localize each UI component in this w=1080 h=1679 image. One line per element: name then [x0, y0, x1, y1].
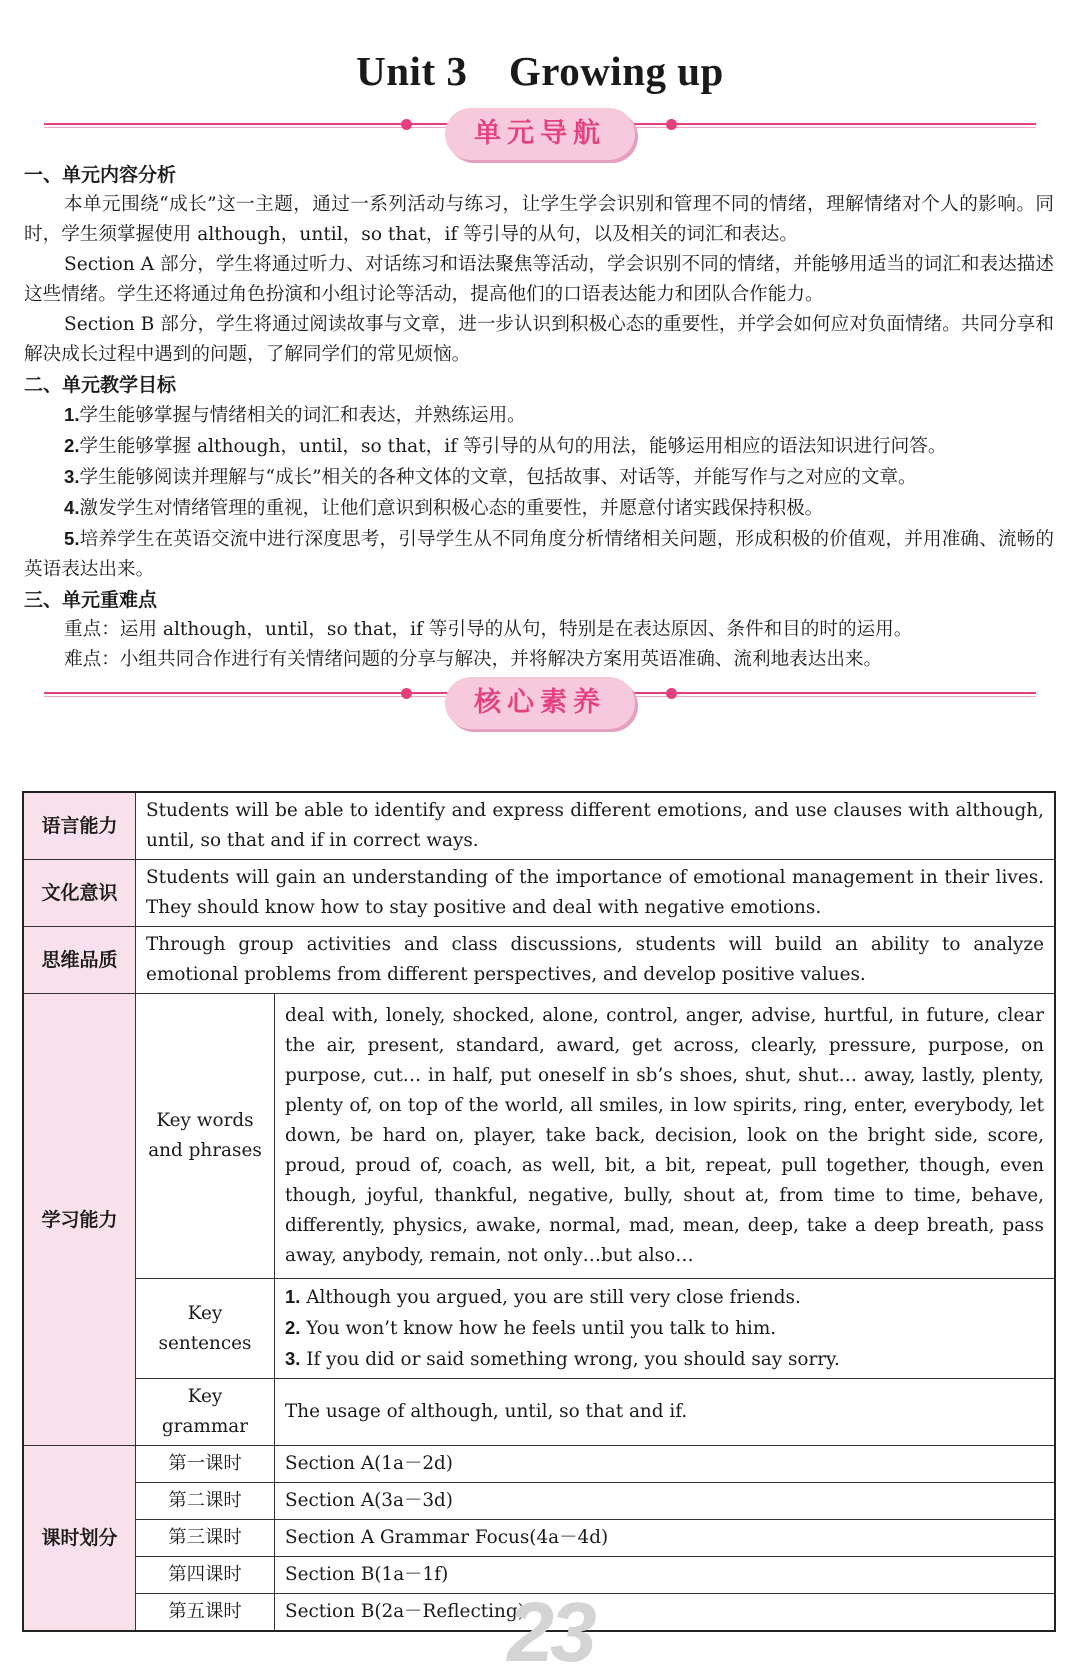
unit-overview	[24, 160, 1054, 675]
key-grammar-label: Key grammar	[136, 1379, 275, 1446]
category-schedule: 课时划分	[23, 1446, 136, 1632]
category-learning: 学习能力	[23, 994, 136, 1446]
goal-text: 学生能够掌握与情绪相关的词汇和表达，并熟练运用。	[79, 405, 526, 426]
language-description: Students will be able to identify and express different emotions, and use clauses with although, until, so that and if in correct ways.	[136, 792, 1056, 860]
banner-dot	[666, 119, 677, 130]
goal-number: 2.	[64, 435, 80, 456]
lesson-period: 第四课时	[136, 1557, 275, 1594]
sentence-number: 1.	[285, 1286, 301, 1307]
section-heading-key-points: 三、单元重难点	[24, 589, 158, 611]
banner-dot	[401, 119, 412, 130]
key-words-list: deal with, lonely, shocked, alone, control, anger, advise, hurtful, in future, clear the air, present, standard, award, get across, clearly, pressure, purpose, on purpose, cut… in half, put oneself in sb’s shoes, shut, shut… away, lastly, plenty, plenty of, on top of the world, all smiles, in low spirits, ring, enter, everybody, let down, be hard on, player, take back, decision, look on the bright side, score, proud, proud of, coach, as well, bit, a bit, repeat, pull together, though, even though, joyful, thankful, negative, bully, shout at, from time to time, behave, differently, physics, awake, normal, mad, mean, deep, take a deep breath, pass away, anybody, remain, not only…but also…	[275, 994, 1056, 1279]
category-thinking: 思维品质	[23, 927, 136, 994]
table-row	[23, 1279, 1055, 1379]
banner-badge-label: 单元导航	[445, 108, 635, 160]
key-sentences	[275, 1279, 1056, 1379]
table-row	[23, 1520, 1055, 1557]
table-row	[23, 1446, 1055, 1483]
section-heading-content-analysis: 一、单元内容分析	[24, 164, 177, 186]
sentence-text: You won’t know how he feels until you talk to him.	[306, 1318, 777, 1339]
category-language: 语言能力	[23, 792, 136, 860]
key-grammar: The usage of although, until, so that and if.	[275, 1379, 1056, 1446]
lesson-content: Section A(1a－2d)	[275, 1446, 1056, 1483]
sentence-item	[285, 1344, 1044, 1375]
section-heading-teaching-goals: 二、单元教学目标	[24, 374, 177, 396]
goal-item	[24, 400, 1054, 431]
table-row	[23, 1379, 1055, 1446]
goal-number: 1.	[64, 404, 80, 425]
lesson-content: Section A Grammar Focus(4a－4d)	[275, 1520, 1056, 1557]
key-words-label: Key words and phrases	[136, 994, 275, 1279]
paragraph: 本单元围绕“成长”这一主题，通过一系列活动与练习，让学生学会识别和管理不同的情绪，理解情绪对个人的影响。同时，学生须掌握使用 although，until，so that，if 等引导的从句，以及相关的词汇和表达。	[24, 194, 1054, 245]
sentence-text: Although you argued, you are still very close friends.	[306, 1287, 801, 1308]
lesson-content: Section B(2a－Reflecting)	[275, 1594, 1056, 1632]
goal-item	[24, 524, 1054, 585]
lesson-period: 第五课时	[136, 1594, 275, 1632]
paragraph: Section B 部分，学生将通过阅读故事与文章，进一步认识到积极心态的重要性，并学会如何应对负面情绪。共同分享和解决成长过程中遇到的问题，了解同学们的常见烦恼。	[24, 314, 1054, 365]
goal-item	[24, 493, 1054, 524]
lesson-period: 第二课时	[136, 1483, 275, 1520]
table-row	[23, 994, 1055, 1279]
sentence-number: 2.	[285, 1317, 301, 1338]
sentence-text: If you did or said something wrong, you should say sorry.	[306, 1349, 840, 1370]
banner-unit-navigation	[44, 108, 1036, 164]
lesson-content: Section B(1a－1f)	[275, 1557, 1056, 1594]
table-row	[23, 792, 1055, 860]
banner-dot	[666, 688, 677, 699]
banner-core-literacy	[44, 677, 1036, 733]
lesson-period: 第三课时	[136, 1520, 275, 1557]
page-number: 23	[507, 1585, 593, 1679]
goal-number: 4.	[64, 497, 80, 518]
key-point: 重点：运用 although，until，so that，if 等引导的从句，特别是在表达原因、条件和目的时的运用。	[64, 619, 913, 640]
goal-item	[24, 431, 1054, 462]
goal-item	[24, 462, 1054, 493]
goal-text: 学生能够掌握 although，until，so that，if 等引导的从句的用法，能够运用相应的语法知识进行问答。	[79, 436, 947, 457]
table-row	[23, 860, 1055, 927]
goal-number: 3.	[64, 466, 80, 487]
key-sentences-label: Key sentences	[136, 1279, 275, 1379]
sentence-number: 3.	[285, 1348, 301, 1369]
goal-text: 学生能够阅读并理解与“成长”相关的各种文体的文章，包括故事、对话等，并能写作与之对应的文章。	[79, 467, 917, 488]
sentence-item	[285, 1313, 1044, 1344]
sentence-item	[285, 1282, 1044, 1313]
banner-dot	[401, 688, 412, 699]
goal-number: 5.	[64, 528, 80, 549]
goal-text: 培养学生在英语交流中进行深度思考，引导学生从不同角度分析情绪相关问题，形成积极的价值观，并用准确、流畅的英语表达出来。	[24, 529, 1054, 580]
culture-description: Students will gain an understanding of the importance of emotional management in their lives. They should know how to stay positive and deal with negative emotions.	[136, 860, 1056, 927]
goal-text: 激发学生对情绪管理的重视，让他们意识到积极心态的重要性，并愿意付诸实践保持积极。	[79, 498, 824, 519]
banner-badge-label: 核心素养	[445, 677, 635, 729]
lesson-period: 第一课时	[136, 1446, 275, 1483]
category-culture: 文化意识	[23, 860, 136, 927]
thinking-description: Through group activities and class discussions, students will build an ability to analyze emotional problems from different perspectives, and develop positive values.	[136, 927, 1056, 994]
difficult-point: 难点：小组共同合作进行有关情绪问题的分享与解决，并将解决方案用英语准确、流利地表达出来。	[64, 649, 883, 670]
lesson-content: Section A(3a－3d)	[275, 1483, 1056, 1520]
table-row	[23, 1483, 1055, 1520]
page-title: Unit 3 Growing up	[356, 48, 724, 94]
paragraph: Section A 部分，学生将通过听力、对话练习和语法聚焦等活动，学会识别不同的情绪，并能够用适当的词汇和表达描述这些情绪。学生还将通过角色扮演和小组讨论等活动，提高他们的口语表达能力和团队合作能力。	[24, 254, 1054, 305]
core-literacy-table	[22, 791, 1056, 1632]
table-row	[23, 927, 1055, 994]
